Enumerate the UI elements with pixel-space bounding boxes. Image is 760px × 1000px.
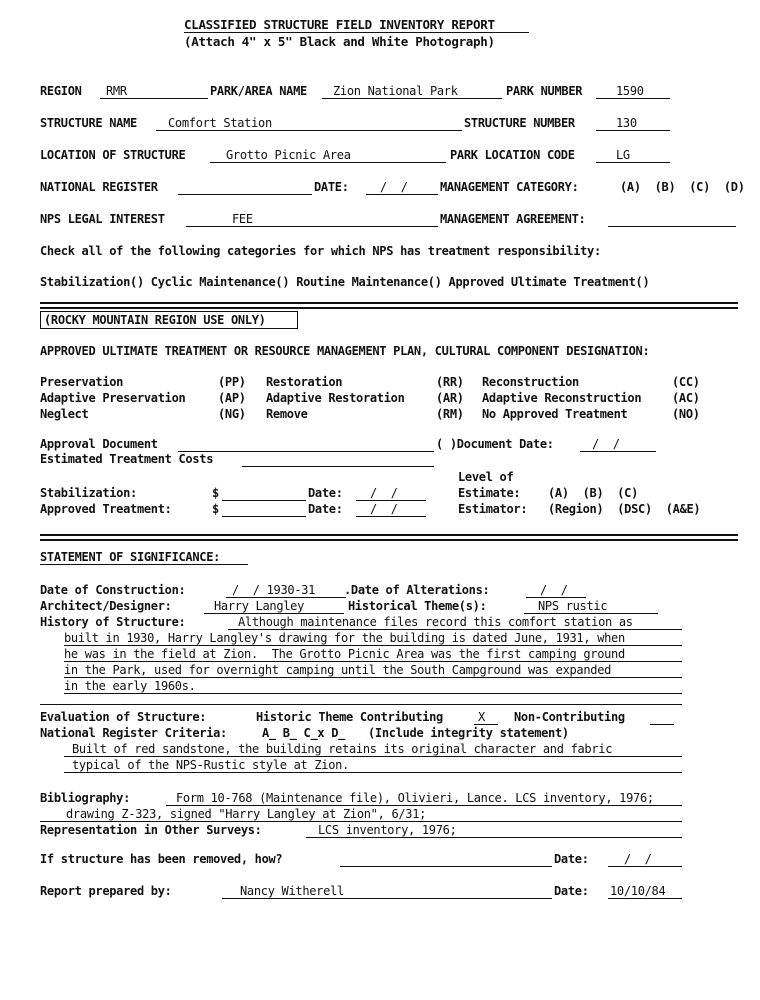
- bibliography-underline-2: [40, 821, 682, 822]
- architect-field-line: [204, 613, 344, 614]
- prepared-date-value[interactable]: 10/10/84: [610, 884, 666, 898]
- theme-value[interactable]: NPS rustic: [538, 599, 608, 613]
- other-surveys-underline: [306, 837, 682, 838]
- bibliography-line-2[interactable]: drawing Z-323, signed "Harry Langley at Zion", 6/31;: [66, 807, 427, 821]
- section-rule-top: [40, 302, 738, 304]
- national-register-label: NATIONAL REGISTER: [40, 180, 158, 194]
- prepared-date-line: [608, 898, 682, 899]
- document-date-field-line: [580, 451, 656, 452]
- noncontributing-mark-line: [650, 724, 674, 725]
- construction-value[interactable]: / / 1930-31: [232, 583, 316, 597]
- history-line-4[interactable]: in the Park, used for overnight camping until the South Campground was expanded: [64, 663, 612, 677]
- estimator-options[interactable]: (Region) (DSC) (A&E): [548, 502, 701, 516]
- approved-cost-line: [222, 516, 306, 517]
- treatment-code-r2-c3[interactable]: (RM): [436, 407, 464, 421]
- legal-interest-value[interactable]: FEE: [232, 212, 253, 226]
- alterations-value[interactable]: / /: [540, 583, 568, 597]
- section-rule-2-bottom: [40, 539, 738, 541]
- evaluation-top-rule: [40, 704, 682, 705]
- prepared-label: Report prepared by:: [40, 884, 172, 898]
- estimate-label: Estimate:: [458, 486, 521, 500]
- stabilization-date-line: [356, 500, 426, 501]
- stabilization-dollar: $: [212, 486, 219, 500]
- park-name-value[interactable]: Zion National Park: [333, 84, 458, 98]
- location-value[interactable]: Grotto Picnic Area: [226, 148, 351, 162]
- rmr-box-label: (ROCKY MOUNTAIN REGION USE ONLY): [44, 313, 266, 327]
- significance-heading-underline: [40, 564, 248, 565]
- park-name-label: PARK/AREA NAME: [210, 84, 307, 98]
- structure-name-field-line: [156, 130, 462, 131]
- bibliography-label: Bibliography:: [40, 791, 131, 805]
- construction-field-line: [226, 597, 346, 598]
- region-label: REGION: [40, 84, 82, 98]
- stabilization-label: Stabilization:: [40, 486, 137, 500]
- treatment-name-r1-c4[interactable]: Adaptive Reconstruction: [482, 391, 642, 405]
- park-number-label: PARK NUMBER: [506, 84, 583, 98]
- approved-dollar: $: [212, 502, 219, 516]
- evaluation-underline-1: [64, 756, 682, 757]
- park-name-field-line: [322, 98, 502, 99]
- management-agreement-field-line: [608, 226, 736, 227]
- nr-date-field-line: [366, 194, 438, 195]
- estimated-costs-field-line: [242, 466, 434, 467]
- contributing-mark-line: [474, 724, 498, 725]
- structure-number-field-line: [596, 130, 670, 131]
- location-label: LOCATION OF STRUCTURE: [40, 148, 186, 162]
- approved-date-label: Date:: [308, 502, 343, 516]
- level-of-label: Level of: [458, 470, 514, 484]
- structure-number-value[interactable]: 130: [616, 116, 637, 130]
- stabilization-date-label: Date:: [308, 486, 343, 500]
- evaluation-line-2[interactable]: typical of the NPS-Rustic style at Zion.: [72, 758, 349, 772]
- approval-document-field-line: [178, 451, 434, 452]
- criteria-label: National Register Criteria:: [40, 726, 227, 740]
- approved-date-line: [356, 516, 426, 517]
- history-line-1[interactable]: Although maintenance files record this comfort station as: [238, 615, 633, 629]
- stabilization-cost-line: [222, 500, 306, 501]
- architect-label: Architect/Designer:: [40, 599, 172, 613]
- criteria-note: (Include integrity statement): [368, 726, 569, 740]
- approved-treatment-label: Approved Treatment:: [40, 502, 172, 516]
- criteria-value[interactable]: A_ B_ C_x D_: [262, 726, 346, 740]
- treatment-name-r1-c0[interactable]: Adaptive Preservation: [40, 391, 186, 405]
- title-underline: [184, 32, 529, 33]
- construction-label: Date of Construction:: [40, 583, 186, 597]
- treatment-name-r0-c4[interactable]: Reconstruction: [482, 375, 579, 389]
- park-location-code-value[interactable]: LG: [616, 148, 630, 162]
- prepared-field-line: [222, 898, 552, 899]
- treatment-code-r2-c5[interactable]: (NO): [672, 407, 700, 421]
- section-rule-bottom: [40, 307, 738, 309]
- history-underline-5: [64, 693, 682, 694]
- history-underline-2: [64, 645, 682, 646]
- management-agreement-label: MANAGEMENT AGREEMENT:: [440, 212, 586, 226]
- prepared-value[interactable]: Nancy Witherell: [240, 884, 344, 898]
- estimate-options[interactable]: (A) (B) (C): [548, 486, 639, 500]
- theme-label: Historical Theme(s):: [348, 599, 487, 613]
- report-title: CLASSIFIED STRUCTURE FIELD INVENTORY REPORT: [184, 17, 495, 32]
- alterations-label: .Date of Alterations:: [344, 583, 490, 597]
- approval-document-label: Approval Document: [40, 437, 158, 451]
- location-field-line: [210, 162, 446, 163]
- history-underline-3: [64, 661, 682, 662]
- park-number-field-line: [596, 98, 670, 99]
- management-category-options[interactable]: (A) (B) (C) (D): [620, 180, 745, 194]
- structure-number-label: STRUCTURE NUMBER: [464, 116, 575, 130]
- treatment-code-r2-c1[interactable]: (NG): [218, 407, 246, 421]
- removed-field-line: [340, 866, 552, 867]
- evaluation-underline-2: [64, 772, 682, 773]
- contributing-mark[interactable]: X: [478, 710, 485, 724]
- removed-date-label: Date:: [554, 852, 589, 866]
- structure-name-label: STRUCTURE NAME: [40, 116, 137, 130]
- report-subtitle: (Attach 4" x 5" Black and White Photograph): [184, 34, 495, 49]
- treatment-code-r1-c1[interactable]: (AP): [218, 391, 246, 405]
- removed-date-line: [608, 866, 682, 867]
- estimator-label: Estimator:: [458, 502, 528, 516]
- history-line-2[interactable]: built in 1930, Harry Langley's drawing for the building is dated June, 1931, when: [64, 631, 625, 645]
- check-instruction: Check all of the following categories for which NPS has treatment responsibility:: [40, 244, 601, 258]
- nr-date-label: DATE:: [314, 180, 349, 194]
- history-underline-4: [64, 677, 682, 678]
- treatment-name-r2-c0[interactable]: Neglect: [40, 407, 89, 421]
- estimated-costs-label: Estimated Treatment Costs: [40, 452, 214, 466]
- structure-name-value[interactable]: Comfort Station: [168, 116, 272, 130]
- park-number-value[interactable]: 1590: [616, 84, 644, 98]
- removed-date-value[interactable]: / /: [624, 852, 652, 866]
- evaluation-line-1[interactable]: Built of red sandstone, the building retains its original character and fabric: [72, 742, 613, 756]
- evaluation-label: Evaluation of Structure:: [40, 710, 207, 724]
- history-line-5[interactable]: in the early 1960s.: [64, 679, 196, 693]
- stabilization-date-blank[interactable]: / /: [370, 486, 398, 500]
- treatment-code-r1-c3[interactable]: (AR): [436, 391, 464, 405]
- removed-label: If structure has been removed, how?: [40, 852, 283, 866]
- section-rule-2-top: [40, 534, 738, 536]
- treatment-code-r1-c5[interactable]: (AC): [672, 391, 700, 405]
- legal-interest-field-line: [186, 226, 438, 227]
- treatment-name-r0-c0[interactable]: Preservation: [40, 375, 124, 389]
- architect-value[interactable]: Harry Langley: [214, 599, 305, 613]
- park-location-code-field-line: [596, 162, 670, 163]
- prepared-date-label: Date:: [554, 884, 589, 898]
- check-categories[interactable]: Stabilization() Cyclic Maintenance() Routine Maintenance() Approved Ultimate Treatment(): [40, 275, 650, 289]
- treatment-name-r2-c2[interactable]: Remove: [266, 407, 308, 421]
- designation-heading: APPROVED ULTIMATE TREATMENT OR RESOURCE MANAGEMENT PLAN, CULTURAL COMPONENT DESIGNATION:: [40, 344, 650, 358]
- treatment-code-r0-c3[interactable]: (RR): [436, 375, 464, 389]
- history-underline-1: [228, 629, 682, 630]
- bibliography-line-1[interactable]: Form 10-768 (Maintenance file), Olivieri, Lance. LCS inventory, 1976;: [176, 791, 654, 805]
- treatment-name-r0-c2[interactable]: Restoration: [266, 375, 343, 389]
- theme-field-line: [524, 613, 658, 614]
- other-surveys-label: Representation in Other Surveys:: [40, 823, 262, 837]
- approved-date-blank[interactable]: / /: [370, 502, 398, 516]
- contributing-label: Historic Theme Contributing: [256, 710, 443, 724]
- alterations-field-line: [526, 597, 586, 598]
- document-date-blank[interactable]: / /: [592, 437, 620, 451]
- noncontributing-label: Non-Contributing: [514, 710, 625, 724]
- treatment-code-r0-c1[interactable]: (PP): [218, 375, 246, 389]
- significance-heading: STATEMENT OF SIGNIFICANCE:: [40, 550, 221, 564]
- history-line-3[interactable]: he was in the field at Zion. The Grotto Picnic Area was the first camping ground: [64, 647, 625, 661]
- treatment-name-r1-c2[interactable]: Adaptive Restoration: [266, 391, 405, 405]
- park-location-code-label: PARK LOCATION CODE: [450, 148, 575, 162]
- document-date-label[interactable]: ( )Document Date:: [436, 437, 554, 451]
- history-label: History of Structure:: [40, 615, 186, 629]
- region-field-line: [100, 98, 208, 99]
- national-register-field-line: [178, 194, 312, 195]
- region-value[interactable]: RMR: [106, 84, 127, 98]
- management-category-label: MANAGEMENT CATEGORY:: [440, 180, 579, 194]
- legal-interest-label: NPS LEGAL INTEREST: [40, 212, 165, 226]
- nr-date-blank[interactable]: / /: [380, 180, 408, 194]
- other-surveys-value[interactable]: LCS inventory, 1976;: [318, 823, 457, 837]
- treatment-code-r0-c5[interactable]: (CC): [672, 375, 700, 389]
- treatment-name-r2-c4[interactable]: No Approved Treatment: [482, 407, 628, 421]
- bibliography-underline-1: [166, 805, 682, 806]
